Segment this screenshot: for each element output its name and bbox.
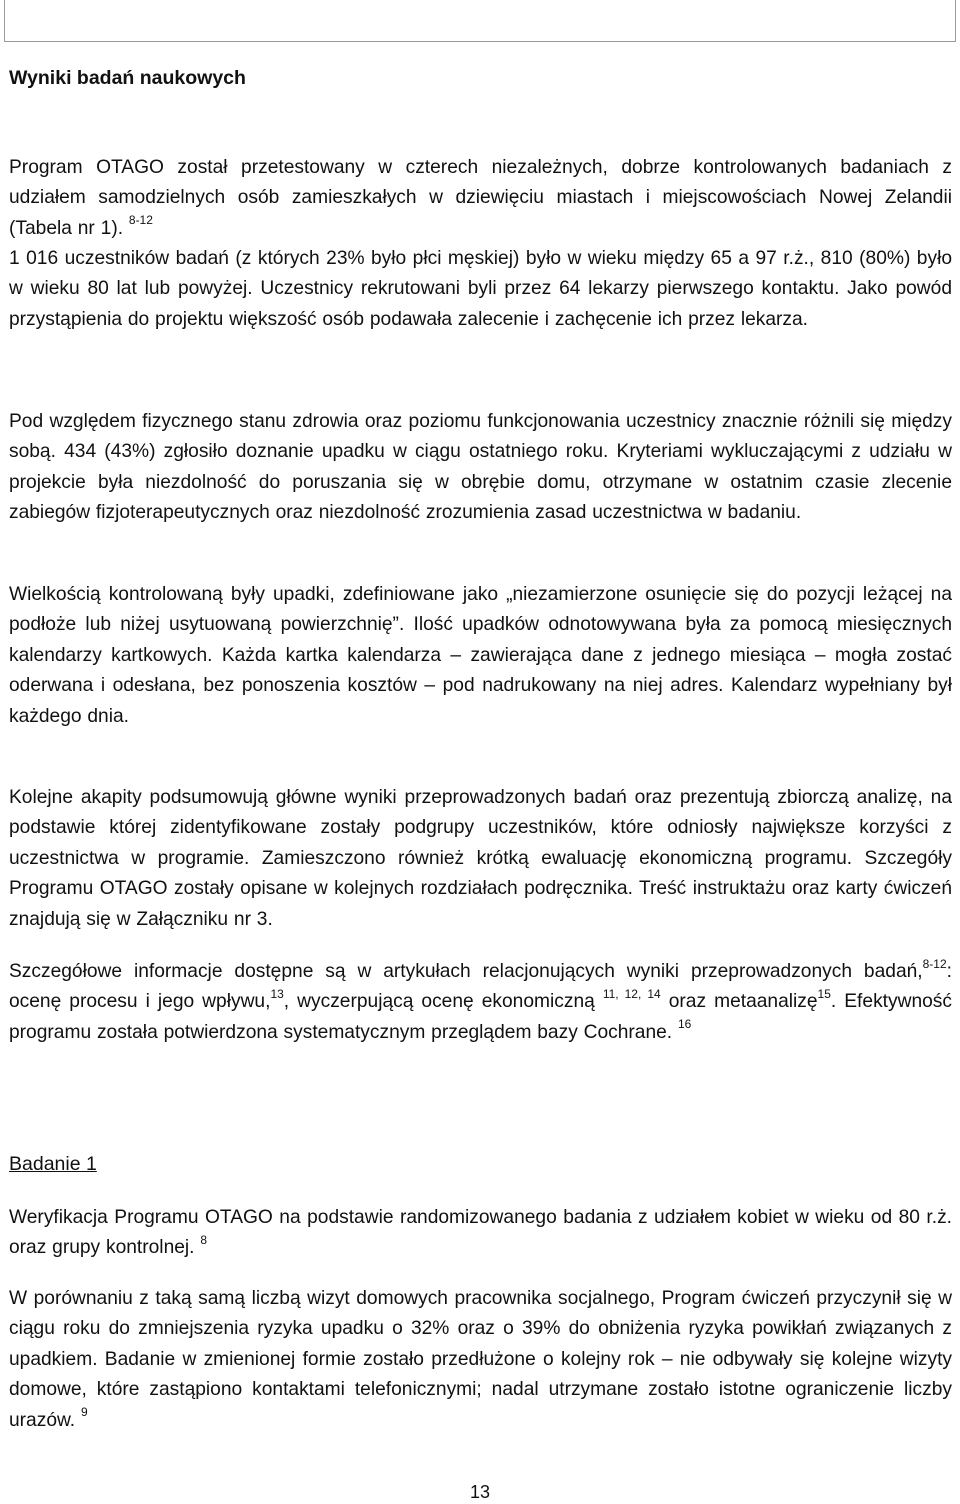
section-heading: Badanie 1	[9, 1153, 97, 1175]
paragraph-6-text-1: Szczegółowe informacje dostępne są w artykułach relacjonujących wyniki przeprowadzonych badań,	[9, 961, 923, 982]
citation: 9	[80, 1405, 88, 1420]
paragraph-1-text: Program OTAGO został przetestowany w czterech niezależnych, dobrze kontrolowanych badaniach z udziałem samodzielnych osób zamieszkałych w dziewięciu miastach i miejscowościach Nowej Zelandii (Tabela nr 1).	[9, 157, 952, 239]
citation: 15	[817, 987, 831, 1002]
page-title: Wyniki badań naukowych	[9, 67, 246, 89]
citation: 8-12	[128, 213, 153, 228]
page-number: 13	[469, 1482, 491, 1502]
citation: 13	[270, 987, 284, 1002]
paragraph-2: 1 016 uczestników badań (z których 23% było płci męskiej) było w wieku między 65 a 97 r.ż., 810 (80%) było w wieku 80 lat lub powyżej. Uczestnicy rekrutowani byli przez 64 lekarzy pierwszego kontaktu. Jako powód przystąpienia do projektu większość osób podawała zalecenie i zachęcenie ich przez lekarza.	[9, 248, 952, 330]
paragraph-6-text-3: , wyczerpującą ocenę ekonomiczną	[283, 991, 595, 1013]
paragraph-1	[9, 153, 952, 244]
paragraph-8-text: W porównaniu z taką samą liczbą wizyt domowych pracownika socjalnego, Program ćwiczeń przyczynił się w ciągu roku do zmniejszenia ryzyka upadku o 32% oraz o 39% do obniżenia ryzyka powikłań związanych z upadkiem. Badanie w zmienionej formie zostało przedłużone o kolejny rok – nie odbywały się kolejne wizyty domowe, które zastąpiono kontaktami telefonicznymi; nadal utrzymane zostało istotne ograniczenie liczby urazów.	[9, 1288, 952, 1431]
paragraph-6-text-2: : ocenę procesu i jego wpływu,	[9, 961, 952, 1013]
citation: 16	[678, 1017, 692, 1032]
header-frame	[4, 0, 956, 42]
paragraph-6-text-5: . Efektywność programu została potwierdzona systematycznym przeglądem bazy Cochrane.	[9, 991, 952, 1043]
paragraph-8	[9, 1284, 952, 1436]
paragraph-7-text: Weryfikacja Programu OTAGO na podstawie randomizowanego badania z udziałem kobiet w wieku od 80 r.ż. oraz grupy kontrolnej.	[9, 1207, 952, 1259]
paragraph-7	[9, 1203, 952, 1264]
paragraph-5: Kolejne akapity podsumowują główne wyniki przeprowadzonych badań oraz prezentują zbiorczą analizę, na podstawie której zidentyfikowane zostały podgrupy uczestników, które odniosły największe korzyści z uczestnictwa w programie. Zamieszczono również krótką ewaluację ekonomiczną programu. Szczegóły Programu OTAGO zostały opisane w kolejnych rozdziałach podręcznika. Treść instruktażu oraz karty ćwiczeń znajdują się w Załączniku nr 3.	[9, 787, 952, 930]
citation: 11, 12, 14	[602, 987, 661, 1002]
paragraph-6-text-4: oraz metaanalizę	[660, 991, 818, 1013]
paragraph-4: Wielkością kontrolowaną były upadki, zdefiniowane jako „niezamierzone osunięcie się do pozycji leżącej na podłoże lub niżej usytuowaną powierzchnię”. Ilość upadków odnotowywana była za pomocą miesięcznych kalendarzy kartkowych. Każda kartka kalendarza – zawierająca dane z jednego miesiąca – mogła zostać oderwana i odesłana, bez ponoszenia kosztów – pod nadrukowany na niej adres. Kalendarz wypełniany był każdego dnia.	[9, 584, 952, 727]
paragraph-6	[9, 957, 952, 1048]
paragraph-3: Pod względem fizycznego stanu zdrowia oraz poziomu funkcjonowania uczestnicy znacznie różnili się między sobą. 434 (43%) zgłosiło doznanie upadku w ciągu ostatniego roku. Kryteriami wykluczającymi z udziału w projekcie była niezdolność do poruszania się w obrębie domu, otrzymane w ostatnim czasie zlecenie zabiegów fizjoterapeutycznych oraz niezdolność zrozumienia zasad uczestnictwa w badaniu.	[9, 411, 952, 524]
citation: 8	[200, 1233, 208, 1248]
citation: 8-12	[922, 956, 947, 971]
